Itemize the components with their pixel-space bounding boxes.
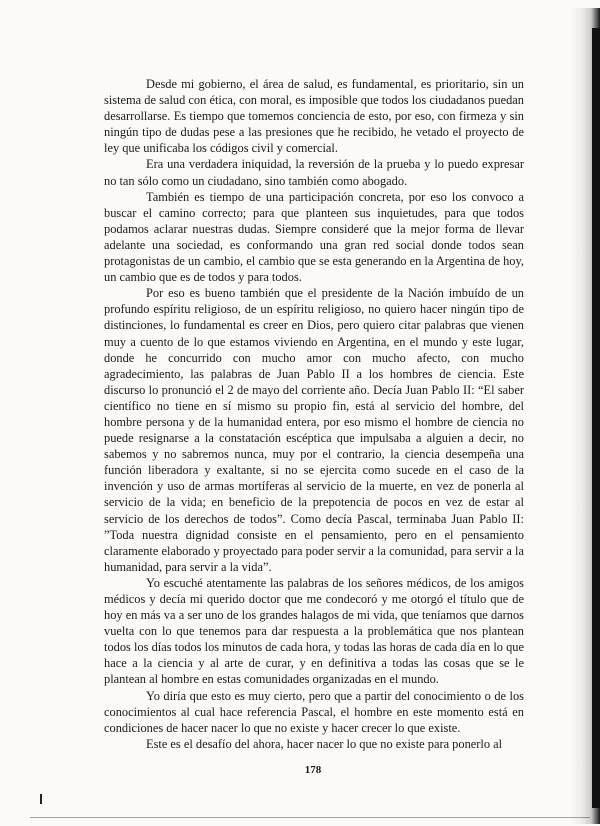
paragraph: Yo escuché atentamente las palabras de los señores médicos, de los amigos médicos y decía mi querido doctor que me condecoró y me otorgó el título que de hoy en más va a ser uno de los grandes halagos de mi vida, que teníamos que darnos vuelta con lo que tenemos para dar respuesta a la problemática que nos plantean todos los días todos los minutos de cada hora, y todas las horas de cada día en lo que hace a la ciencia y al arte de curar, y en definitiva a todas las cosas que se le plantean al hombre en estas comunidades organizadas en el mundo. [104,575,524,687]
page-number: 178 [304,764,322,776]
paragraph: También es tiempo de una participación concreta, por eso los convoco a buscar el camino correcto; para que planteen sus inquietudes, para que todos podamos aclarar nuestras dudas. Siempre consideré que la mejor forma de llevar adelante una sociedad, es conformando una gran red social donde todos sean protagonistas de un cambio, el cambio que se esta generando en la Argentina de hoy, un cambio que es de todos y para todos. [104,189,524,285]
paragraph: Desde mi gobierno, el área de salud, es fundamental, es prioritario, sin un sistema de salud con ética, con moral, es imposible que todos los ciudadanos puedan desarrollarse. Es tiempo que tomemos conciencia de esto, por eso, con firmeza y sin ningún tipo de dudas pese a las presiones que he recibido, he vetado el proyecto de ley que unificaba los códigos civil y comercial. [104,77,524,156]
body-text [104,76,524,752]
scan-mark [40,794,42,804]
paragraph: Este es el desafío del ahora, hacer nacer lo que no existe para ponerlo al [146,736,503,751]
paragraph: Era una verdadera iniquidad, la reversión de la prueba y lo puedo expresar no tan sólo como un ciudadano, sino también como abogado. [104,157,524,188]
scan-bottom-line [30,817,590,818]
scan-dark-edge [592,28,600,808]
paragraph: Yo diría que esto es muy cierto, pero que a partir del conocimiento o de los conocimientos al cual hace referencia Pascal, el hombre en este momento está en condiciones de hacer nacer lo que no existe y hacer crecer lo que existe. [104,688,524,735]
paragraph: Por eso es bueno también que el presidente de la Nación imbuído de un profundo espíritu religioso, de un espíritu religioso, no quiero hacer ningún tipo de distinciones, lo fundamental es creer en Dios, pero quiero citar palabras que vienen muy a cuento de lo que estamos viviendo en Argentina, en el mundo y este lugar, donde he concurrido con mucho amor con mucho afecto, con mucho agradecimiento, las palabras de Juan Pablo II a los hombres de ciencia. Este discurso lo pronunció el 2 de mayo del corriente año. Decía Juan Pablo II: “El saber científico no tiene en sí mismo su propio fin, está al servicio del hombre, del hombre persona y de la humanidad entera, por eso mismo el hombre de ciencia no puede resignarse a la constatación escéptica que impulsaba a alguien a decir, no sabemos y no sabremos nunca, muy por el contrario, la ciencia desempeña una función liberadora y exaltante, si no se ejercita como sucede en el caso de la invención y uso de armas mortíferas al servicio de la muerte, en vez de ponerla al servicio de la vida; en beneficio de la prepotencia de pocos en vez de estar al servicio de los derechos de todos”. Como decía Pascal, terminaba Juan Pablo II: ”Toda nuestra dignidad consiste en el pensamiento, pero en el pensamiento claramente elaborado y proyectado para poder servir a la comunidad, para servir a la humanidad, para servir a la vida”. [104,286,524,574]
scan-shadow-edge [570,8,600,824]
